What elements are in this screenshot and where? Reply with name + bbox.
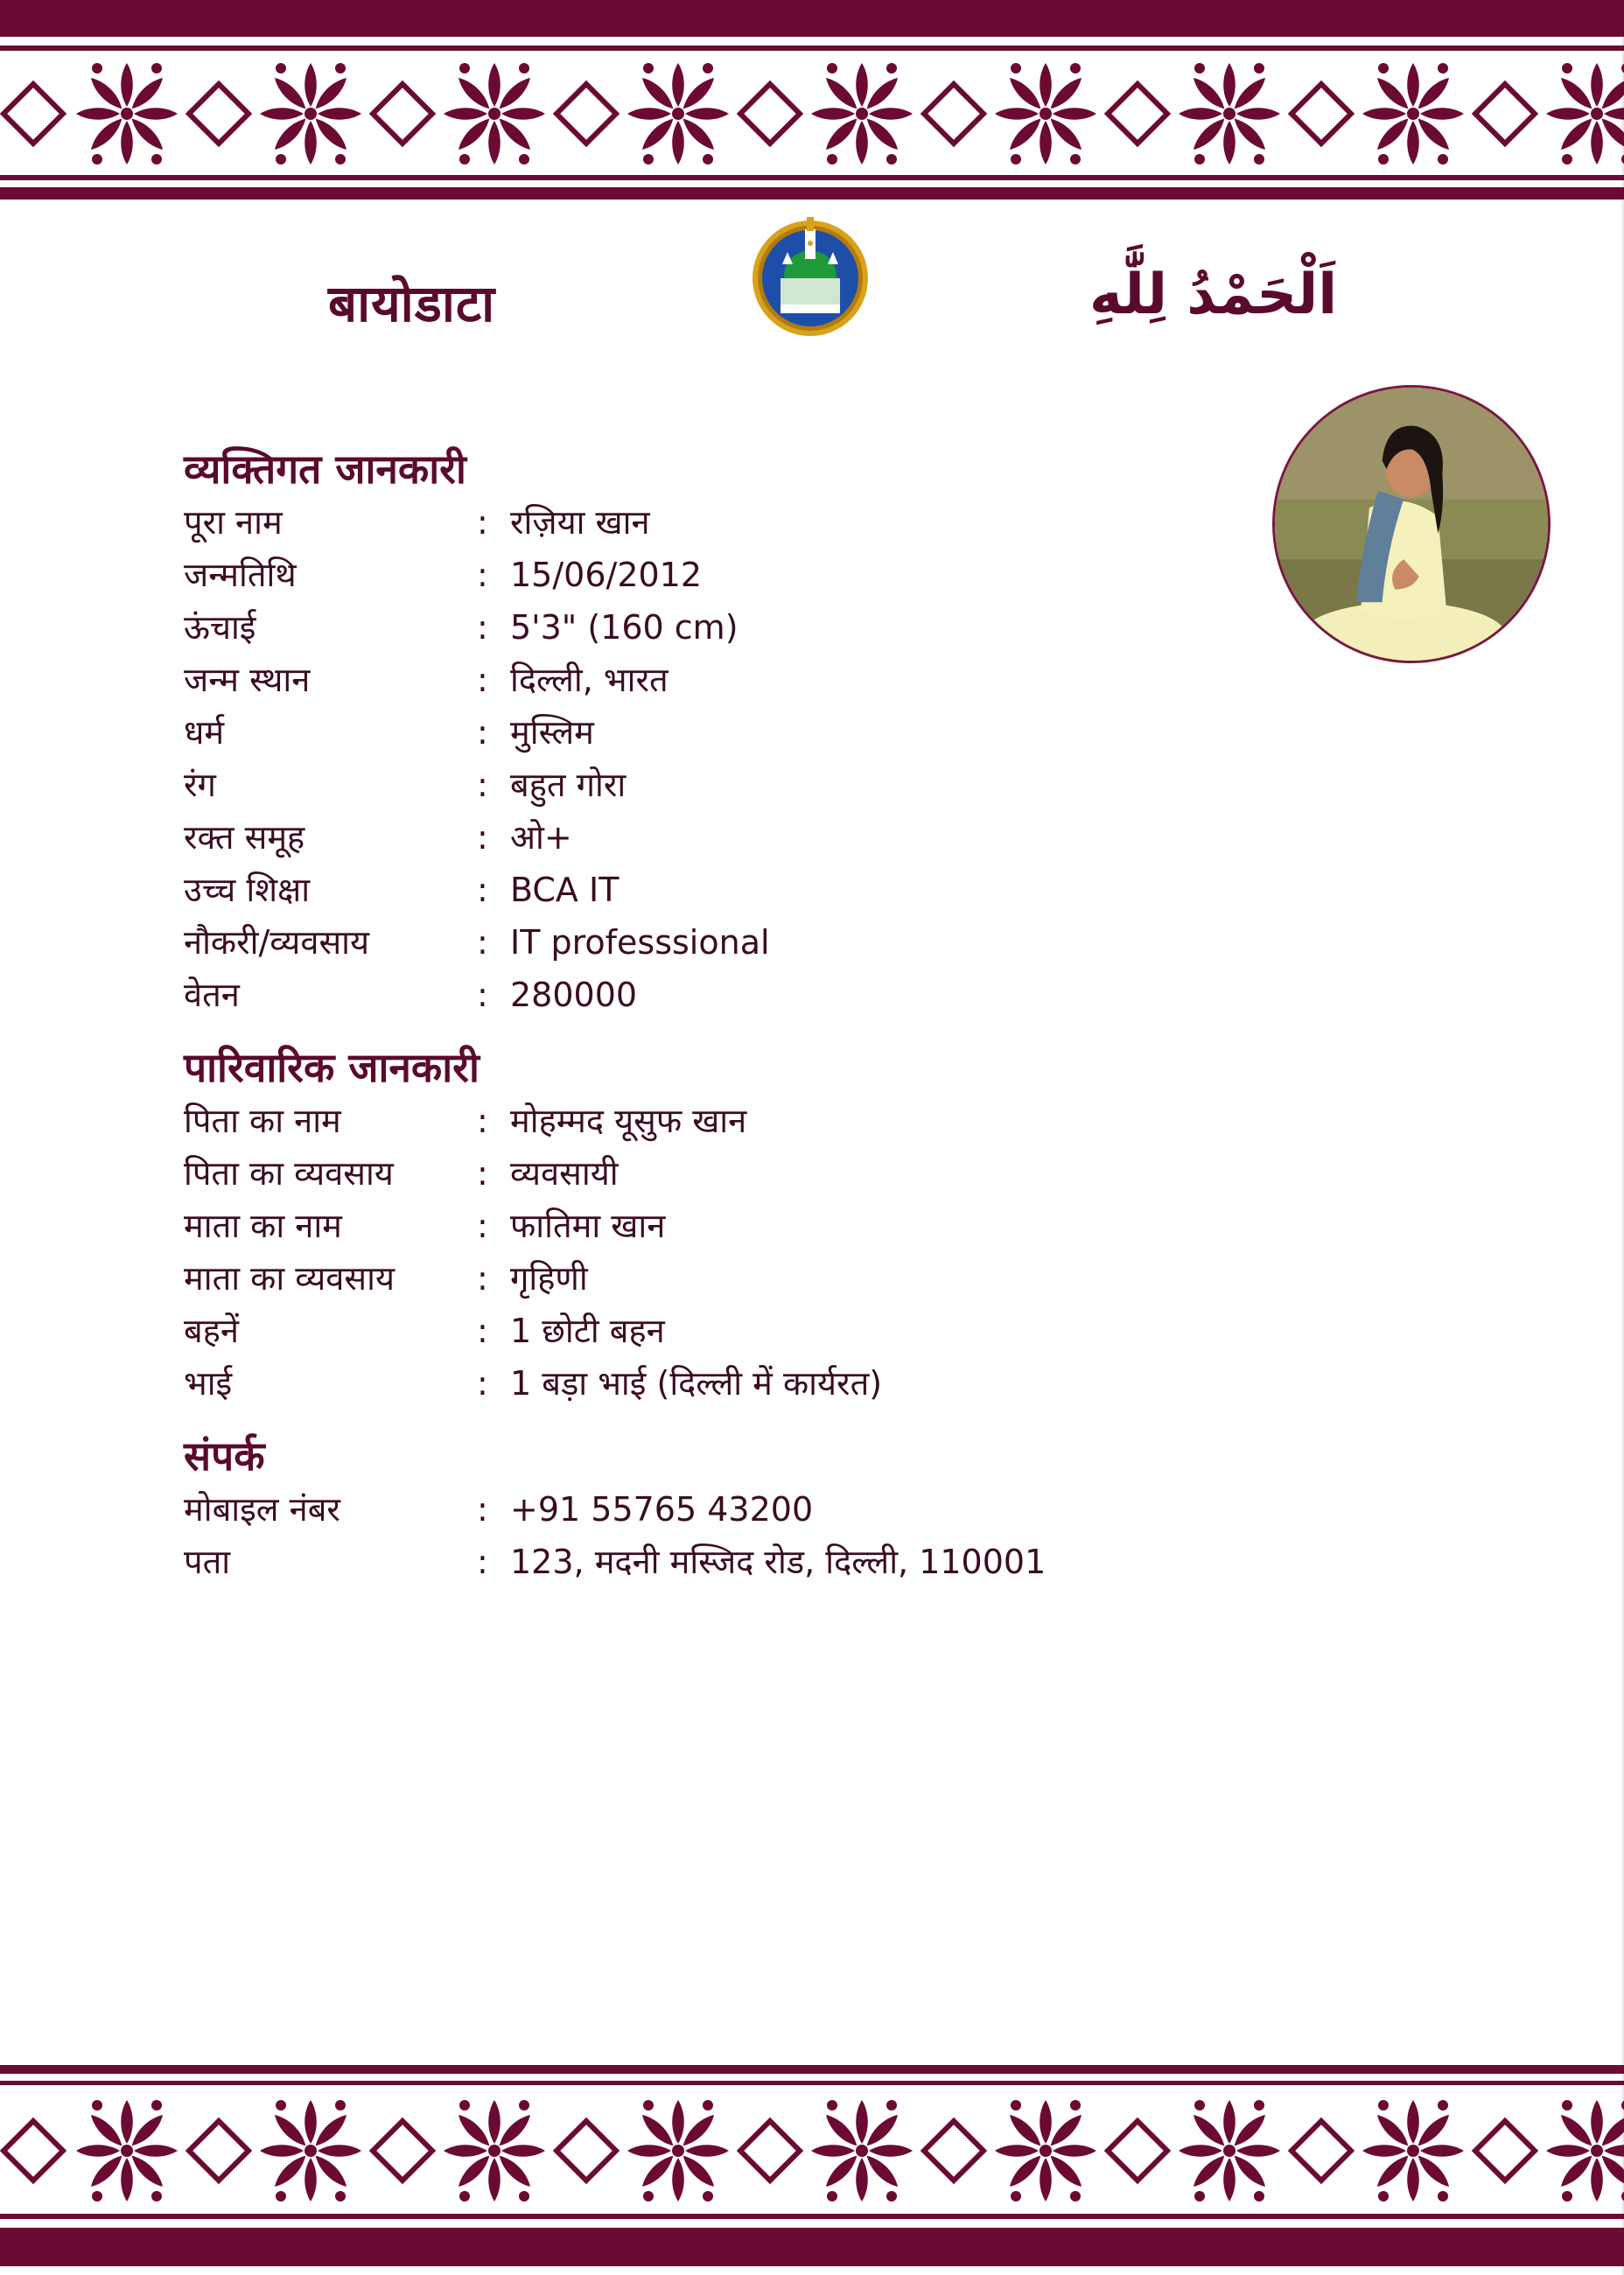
bottom-ornamental-border <box>0 2065 1624 2266</box>
field-label: पूरा नाम <box>184 503 283 542</box>
row-birthplace <box>184 654 1321 706</box>
row-address <box>184 1536 1321 1588</box>
field-separator: : <box>477 1543 488 1581</box>
field-label: भाई <box>184 1364 233 1403</box>
mosque-dome-emblem-icon <box>749 210 872 341</box>
field-value: 1 बड़ा भाई (दिल्ली में कार्यरत) <box>510 1364 883 1403</box>
section-title-personal: व्यक्तिगत जानकारी <box>184 445 466 493</box>
row-mobile <box>184 1483 1321 1536</box>
contact-section <box>184 1429 1321 1588</box>
field-label: माता का व्यवसाय <box>184 1259 395 1298</box>
row-religion <box>184 706 1321 759</box>
field-value: IT professsional <box>510 923 770 962</box>
field-value: मुस्लिम <box>510 713 594 752</box>
field-separator: : <box>477 713 488 752</box>
top-floral-border-icon <box>0 0 1624 201</box>
field-separator: : <box>477 818 488 857</box>
field-value: 280000 <box>510 976 638 1014</box>
field-value: दिल्ली, भारत <box>510 661 668 699</box>
field-label: ऊंचाई <box>184 608 256 647</box>
row-mother-occupation <box>184 1252 1321 1305</box>
row-mother-name <box>184 1200 1321 1252</box>
field-separator: : <box>477 503 488 542</box>
field-separator: : <box>477 1102 488 1140</box>
section-title-family: पारिवारिक जानकारी <box>184 1044 480 1091</box>
field-value: ओ+ <box>510 818 572 857</box>
field-label: पता <box>184 1543 231 1581</box>
field-value: गृहिणी <box>510 1259 588 1298</box>
field-value: 123, मदनी मस्जिद रोड, दिल्ली, 110001 <box>510 1543 1046 1581</box>
field-separator: : <box>477 1259 488 1298</box>
field-value: +91 55765 43200 <box>510 1490 814 1529</box>
field-value: रज़िया खान <box>510 503 650 542</box>
field-label: बहनें <box>184 1312 239 1350</box>
top-ornamental-border <box>0 0 1624 201</box>
field-separator: : <box>477 608 488 647</box>
row-father-name <box>184 1095 1321 1147</box>
field-separator: : <box>477 976 488 1014</box>
field-separator: : <box>477 766 488 804</box>
field-label: रंग <box>184 766 216 804</box>
row-occupation <box>184 916 1321 969</box>
family-info-section <box>184 1040 1321 1410</box>
row-education <box>184 864 1321 916</box>
personal-info-section <box>184 442 1321 1021</box>
field-value: 1 छोटी बहन <box>510 1312 665 1350</box>
field-separator: : <box>477 1312 488 1350</box>
biodata-content <box>184 442 1321 1607</box>
field-separator: : <box>477 661 488 699</box>
field-value: BCA IT <box>510 871 620 909</box>
field-separator: : <box>477 1154 488 1193</box>
row-complexion <box>184 759 1321 811</box>
field-value: 5'3" (160 cm) <box>510 608 738 647</box>
field-separator: : <box>477 1364 488 1403</box>
row-blood-group <box>184 811 1321 864</box>
field-value: बहुत गोरा <box>510 766 626 804</box>
field-separator: : <box>477 871 488 909</box>
bottom-floral-border-icon <box>0 2065 1624 2266</box>
field-label: मोबाइल नंबर <box>184 1490 340 1529</box>
row-salary <box>184 969 1321 1021</box>
row-father-occupation <box>184 1147 1321 1200</box>
row-height <box>184 601 1321 654</box>
field-separator: : <box>477 556 488 594</box>
field-separator: : <box>477 923 488 962</box>
field-label: रक्त समूह <box>184 818 305 857</box>
field-label: वेतन <box>184 976 240 1014</box>
field-label: उच्च शिक्षा <box>184 871 311 909</box>
field-label: जन्म स्थान <box>184 661 311 699</box>
arabic-title: اَلْحَمْدُ لِلَّٰهِ <box>1089 262 1338 327</box>
field-label: धर्म <box>184 713 225 752</box>
field-label: नौकरी/व्यवसाय <box>184 923 370 962</box>
row-brothers <box>184 1357 1321 1410</box>
field-label: माता का नाम <box>184 1207 342 1245</box>
row-dob <box>184 549 1321 601</box>
field-separator: : <box>477 1207 488 1245</box>
field-value: 15/06/2012 <box>510 556 703 594</box>
field-label: पिता का व्यवसाय <box>184 1154 394 1193</box>
field-value: व्यवसायी <box>510 1154 619 1193</box>
row-sisters <box>184 1305 1321 1357</box>
field-label: जन्मतिथि <box>184 556 297 594</box>
field-separator: : <box>477 1490 488 1529</box>
page-title: बायोडाटा <box>328 274 496 333</box>
row-full-name <box>184 496 1321 549</box>
field-value: फातिमा खान <box>510 1207 666 1245</box>
section-title-contact: संपर्क <box>184 1432 265 1480</box>
field-label: पिता का नाम <box>184 1102 341 1140</box>
field-value: मोहम्मद यूसुफ खान <box>510 1102 747 1140</box>
